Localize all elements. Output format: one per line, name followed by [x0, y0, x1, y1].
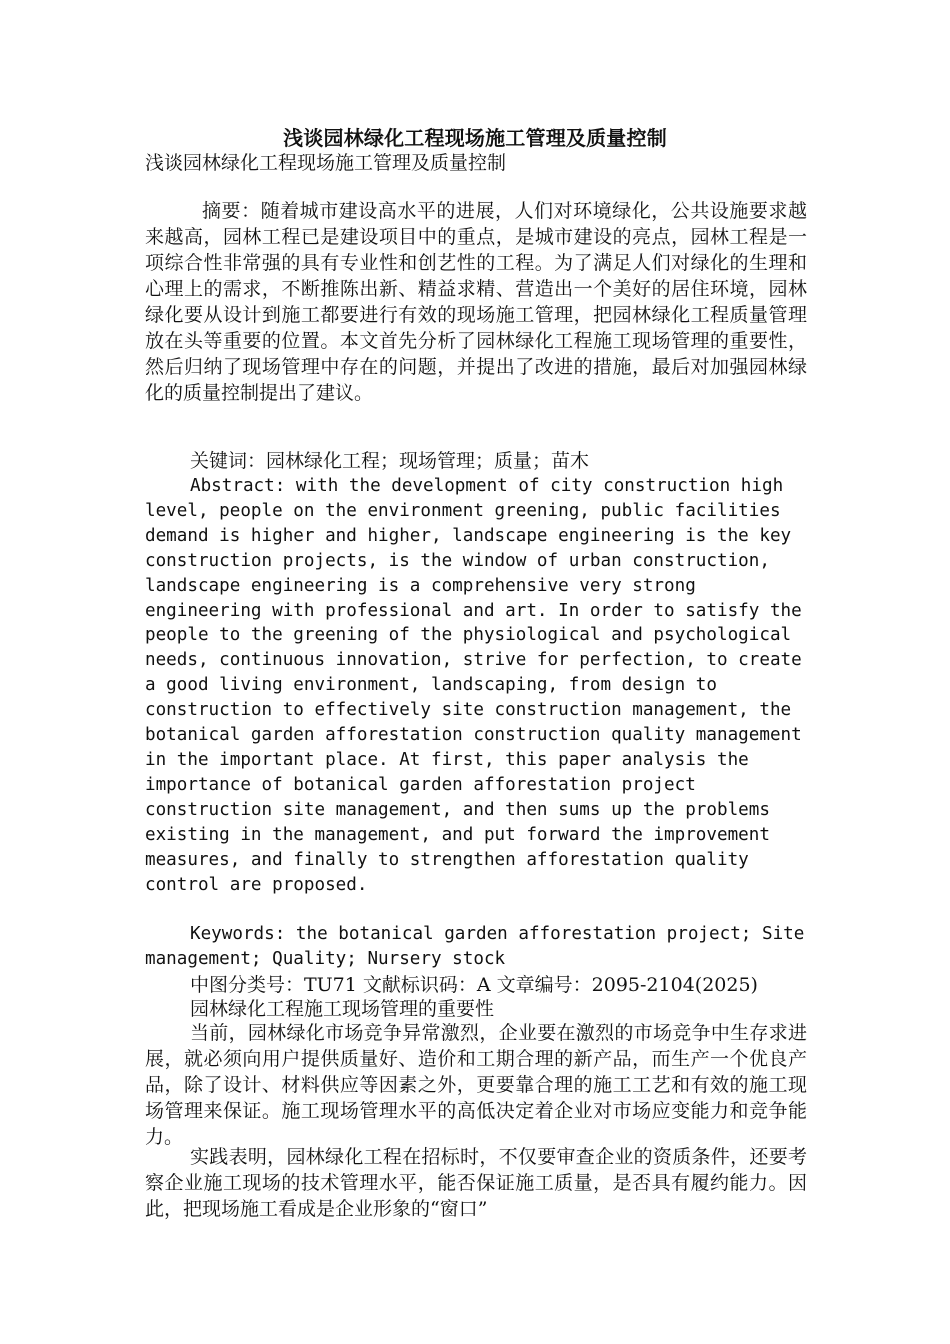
body-paragraph: 实践表明，园林绿化工程在招标时，不仅要审查企业的资质条件，还要考察企业施工现场的技术管理水平，能否保证施工质量，是否具有履约能力。因此，把现场施工看成是企业形象的“窗口”: [145, 1146, 807, 1220]
document-subtitle: 浅谈园林绿化工程现场施工管理及质量控制: [145, 152, 507, 174]
keywords-english: Keywords: the botanical garden afforestation project; Site management; Quality; Nursery stock: [145, 924, 805, 969]
body-paragraph: 当前，园林绿化市场竞争异常激烈，企业要在激烈的市场竞争中生存求进展，就必须向用户提供质量好、造价和工期合理的新产品，而生产一个优良产品，除了设计、材料供应等因素之外，更要靠合理的施工工艺和有效的施工现场管理来保证。施工现场管理水平的高低决定着企业对市场应变能力和竞争能力。: [145, 1022, 807, 1148]
section-heading: 园林绿化工程施工现场管理的重要性: [190, 998, 495, 1020]
keywords-chinese: 关键词：园林绿化工程；现场管理；质量；苗木: [190, 450, 590, 472]
abstract-english: Abstract: with the development of city construction high level, people on the environment greening, public facilities demand is higher and higher, landscape engineering is the key construction projects, is the window of urban construction, landscape engineering is a comprehensive very strong engineering with professional and art. In order to satisfy the people to the greening of the physiological and psychological needs, continuous innovation, strive for perfection, to create a good living environment, landscaping, from design to construction to effectively site construction management, the botanical garden afforestation construction quality management in the important place. At first, this paper analysis the importance of botanical garden afforestation project construction site management, and then sums up the problems existing in the management, and put forward the improvement measures, and finally to strengthen afforestation quality control are proposed.: [145, 476, 802, 895]
document-title: 浅谈园林绿化工程现场施工管理及质量控制: [283, 126, 667, 150]
abstract-chinese: 摘要：随着城市建设高水平的进展，人们对环境绿化，公共设施要求越来越高，园林工程已是建设项目中的重点，是城市建设的亮点，园林工程是一项综合性非常强的具有专业性和创艺性的工程。为了满足人们对绿化的生理和心理上的需求，不断推陈出新、精益求精、营造出一个美好的居住环境，园林绿化要从设计到施工都要进行有效的现场施工管理，把园林绿化工程质量管理放在头等重要的位置。本文首先分析了园林绿化工程施工现场管理的重要性，然后归纳了现场管理中存在的问题，并提出了改进的措施，最后对加强园林绿化的质量控制提出了建议。: [145, 200, 807, 404]
classification-line: 中图分类号：TU71 文献标识码：A 文章编号：2095-2104(2025): [190, 974, 758, 996]
